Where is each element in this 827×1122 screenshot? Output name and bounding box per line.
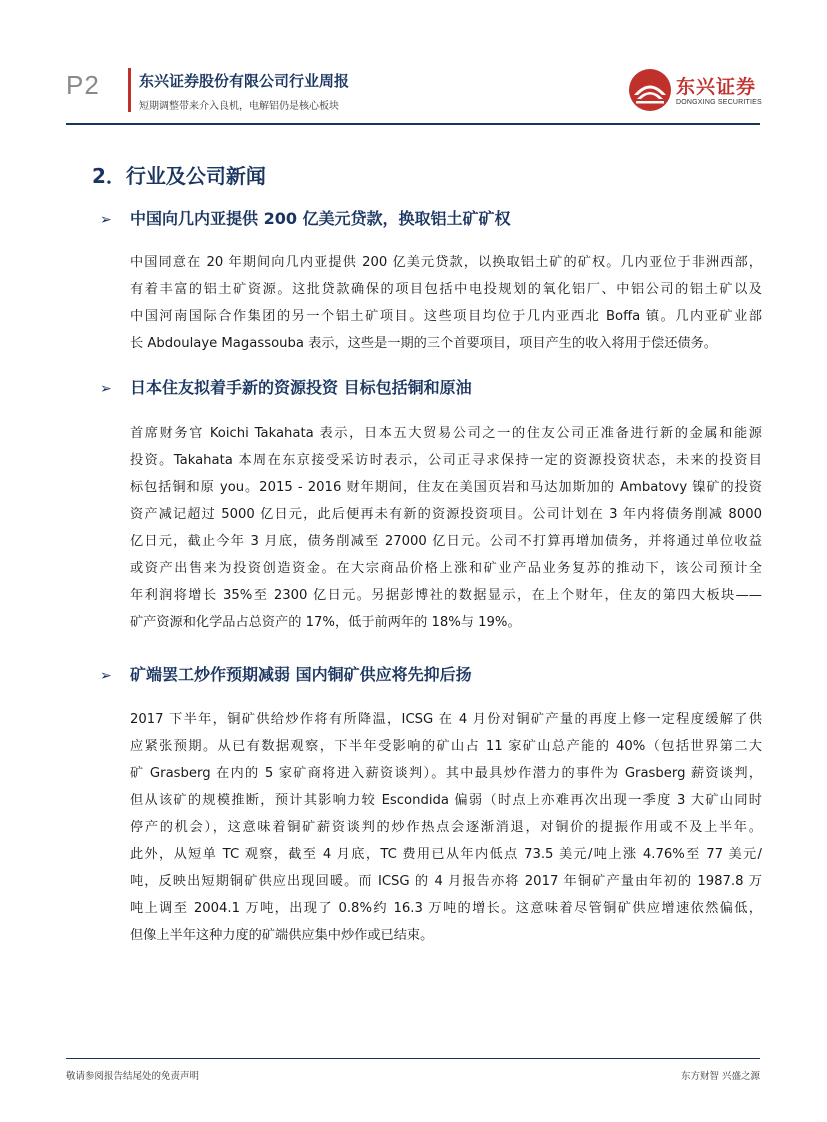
logo-english-name: DONGXING SECURITIES: [676, 99, 762, 106]
paragraph-line: 2017 下半年，铜矿供给炒作将有所降温，ICSG 在 4 月份对铜矿产量的再度上修一定程度缓解了供: [130, 712, 762, 727]
news-heading-3: [100, 662, 472, 685]
paragraph-line: 资产减记超过 5000 亿日元，此后便再未有新的资源投资项目。公司计划在 3 年内将债务削减 8000: [130, 507, 762, 522]
dongxing-logo-icon: [628, 68, 672, 112]
page-number: P2: [66, 70, 100, 100]
paragraph-line: 中国同意在 20 年期间向几内亚提供 200 亿美元贷款，以换取铝土矿的矿权。几内亚位于非洲西部，: [130, 255, 762, 270]
logo-chinese-name: 东兴证券: [676, 76, 757, 98]
paragraph-line: 应紧张预期。从已有数据观察，下半年受影响的矿山占 11 家矿山总产能的 40%（包括世界第二大: [130, 739, 762, 754]
paragraph-line: 有着丰富的铝土矿资源。这批贷款确保的项目包括中电投规划的氧化铝厂、中铝公司的铝土矿以及: [130, 282, 762, 297]
paragraph-line: 但从该矿的规模推断，预计其影响力较 Escondida 偏弱（时点上亦难再次出现一季度 3 大矿山同时: [130, 793, 762, 808]
paragraph-line: 首席财务官 Koichi Takahata 表示，日本五大贸易公司之一的住友公司正准备进行新的金属和能源: [130, 426, 762, 441]
report-title: 东兴证券股份有限公司行业周报: [139, 72, 350, 90]
news-heading-text: 中国向几内亚提供 200 亿美元贷款，换取铝土矿矿权: [130, 209, 511, 228]
news-heading-2: [100, 375, 472, 398]
news-heading-1: [100, 206, 511, 229]
news-heading-text: 日本住友拟着手新的资源投资 目标包括铜和原油: [130, 378, 472, 397]
paragraph-line: 矿产资源和化学品占总资产的 17%，低于前两年的 18%与 19%。: [130, 615, 521, 630]
footer-disclaimer: 敬请参阅报告结尾处的免责声明: [66, 1071, 200, 1082]
arrow-bullet-icon: ➢: [100, 212, 112, 228]
report-subtitle: 短期调整带来介入良机，电解铝仍是核心板块: [139, 101, 339, 112]
paragraph-line: 停产的机会），这意味着铜矿薪资谈判的炒作热点会逐渐消退，对铜价的提振作用或不及上半年。: [130, 820, 762, 835]
section-title: 2．行业及公司新闻: [92, 164, 266, 188]
paragraph-line: 年利润将增长 35%至 2300 亿日元。另据彭博社的数据显示，在上个财年，住友的第四大板块——: [130, 588, 762, 603]
arrow-bullet-icon: ➢: [100, 668, 112, 684]
paragraph-line: 吨，反映出短期铜矿供应出现回暖。而 ICSG 的 4 月报告亦将 2017 年铜矿产量由年初的 1987.8 万: [130, 874, 762, 889]
paragraph-line: 吨上调至 2004.1 万吨，出现了 0.8%约 16.3 万吨的增长。这意味着尽管铜矿供应增速依然偏低，: [130, 901, 762, 916]
paragraph-line: 长 Abdoulaye Magassouba 表示，这些是一期的三个首要项目，项目产生的收入将用于偿还债务。: [130, 336, 717, 351]
company-logo: [628, 66, 762, 116]
header-divider-bar: [128, 68, 131, 112]
news-paragraph-1: [130, 249, 762, 357]
news-paragraph-3: [130, 706, 762, 949]
paragraph-line: 亿日元，截止今年 3 月底，债务削减至 27000 亿日元。公司不打算再增加债务，并将通过单位收益: [130, 534, 762, 549]
paragraph-line: 此外，从短单 TC 观察，截至 4 月底，TC 费用已从年内低点 73.5 美元/吨上涨 4.76%至 77 美元/: [130, 847, 762, 862]
paragraph-line: 标包括铜和原 you。2015 - 2016 财年期间，住友在美国页岩和马达加斯加的 Ambatovy 镍矿的投资: [130, 480, 762, 495]
paragraph-line: 但像上半年这种力度的矿端供应集中炒作或已结束。: [130, 928, 434, 943]
news-heading-text: 矿端罢工炒作预期减弱 国内铜矿供应将先抑后扬: [130, 665, 472, 684]
footer-slogan: 东方财智 兴盛之源: [680, 1071, 760, 1082]
footer-rule: [66, 1058, 760, 1059]
news-paragraph-2: [130, 420, 762, 636]
paragraph-line: 矿 Grasberg 在内的 5 家矿商将进入薪资谈判）。其中最具炒作潜力的事件为 Grasberg 薪资谈判，: [130, 766, 762, 781]
header-rule: [66, 123, 760, 125]
paragraph-line: 投资。Takahata 本周在东京接受采访时表示，公司正寻求保持一定的资源投资状态，未来的投资目: [130, 453, 762, 468]
paragraph-line: 或资产出售来为投资创造资金。在大宗商品价格上涨和矿业产品业务复苏的推动下，该公司预计全: [130, 561, 762, 576]
paragraph-line: 中国河南国际合作集团的另一个铝土矿项目。这些项目均位于几内亚西北 Boffa 镇。几内亚矿业部: [130, 309, 762, 324]
arrow-bullet-icon: ➢: [100, 381, 112, 397]
